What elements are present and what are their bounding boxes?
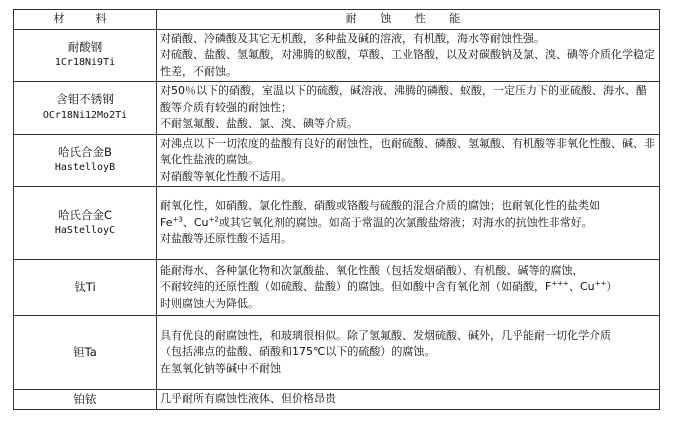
cu-symbol: Cu [193, 215, 209, 229]
material-cell [14, 29, 157, 82]
table-row [14, 390, 660, 410]
property-line: 不耐氢氟酸、盐酸、氯、溴、碘等介质。 [160, 117, 358, 130]
material-cell [14, 260, 157, 316]
property-cell [157, 29, 660, 82]
property-text: 不耐较纯的还原性酸（如硫酸、盐酸）的腐蚀。但如酸中含有氧化剂（如硝酸，F [160, 280, 552, 294]
table-row [14, 316, 660, 390]
material-name: 哈氏合金C [57, 207, 113, 222]
table-header-row [14, 10, 660, 30]
material-code: OCr18Ni12Mo2Ti [42, 109, 128, 121]
property-cell [157, 390, 660, 410]
material-name: 含钼不锈钢 [56, 92, 114, 107]
property-cell [157, 82, 660, 135]
f-charge: +++ [551, 279, 569, 288]
property-line: 能耐海水、各种氯化物和次氯酸盐、氧化性酸（包括发烟硝酸）、有机酸、碱等的腐蚀， [160, 263, 584, 277]
fe-symbol: Fe [160, 215, 173, 229]
property-cell [157, 187, 660, 260]
material-cell [14, 187, 157, 260]
property-line: 对50％以下的硝酸，室温以下的硫酸，碱溶液、沸腾的磷酸、蚁酸，一定压力下的亚硫酸、海水、醋酸等介质有较强的耐蚀性； [160, 84, 647, 114]
material-name: 耐酸钢 [67, 39, 103, 54]
property-line: 耐氧化性，如硝酸、氯化性酸、硝酸或铬酸与硫酸的混合介质的腐蚀；也耐氧化性的盐类如 [160, 199, 600, 213]
header-material: 材 料 [14, 10, 157, 30]
separator: 、 [568, 280, 580, 294]
property-line: 在氢氧化钠等碱中不耐蚀 [160, 361, 281, 375]
fe-charge: +3 [172, 215, 183, 224]
property-line: 对盐酸等还原性酸不适用。 [160, 232, 292, 246]
separator: 、 [182, 215, 194, 229]
material-name: 铂铱 [73, 392, 97, 406]
property-line [160, 215, 656, 232]
property-text: ） [606, 280, 618, 294]
cu-charge: +2 [208, 215, 219, 224]
material-name: 钛Ti [74, 280, 96, 295]
table-row [14, 82, 660, 135]
material-cell [14, 82, 157, 135]
property-line [160, 279, 656, 296]
header-property: 耐 蚀 性 能 [157, 10, 660, 30]
cu-symbol: Cu [579, 280, 595, 294]
property-line: 对沸点以下一切浓度的盐酸有良好的耐蚀性，也耐硫酸、磷酸、氢氟酸、有机酸等非氧化性酸、碱、非氧化性盐液的腐蚀。 [160, 136, 655, 166]
property-cell [157, 260, 660, 316]
material-cell [14, 390, 157, 410]
table-row [14, 187, 660, 260]
material-code: 1Cr18Ni9Ti [54, 57, 116, 69]
material-name: 哈氏合金B [58, 144, 112, 159]
material-name: 钽Ta [73, 345, 97, 360]
property-line: 对硫酸、盐酸、氢氟酸，对沸腾的蚁酸，草酸、工业铬酸，以及对碳酸钠及氯、溴、碘等介质化学稳定性差，不耐蚀。 [160, 48, 655, 78]
property-line: 时则腐蚀大为降低。 [160, 296, 259, 310]
cu-charge: ++ [594, 279, 607, 288]
property-cell [157, 316, 660, 390]
table-row [14, 260, 660, 316]
property-line: （包括沸点的盐酸、硝酸和175℃以下的硫酸）的腐蚀。 [160, 345, 436, 359]
material-cell [14, 316, 157, 390]
table-row [14, 134, 660, 187]
property-cell [157, 134, 660, 187]
property-text: 或其它氧化剂的腐蚀。如高于常温的次氯酸盐熔液；对海水的抗蚀性非常好。 [218, 215, 593, 229]
corrosion-table [13, 9, 660, 410]
property-line: 对硝酸、冷磷酸及其它无机酸，多种盐及碱的溶液，有机酸，海水等耐蚀性强。 [160, 31, 545, 45]
property-line: 几乎耐所有腐蚀性液体、但价格昂贵 [160, 392, 336, 405]
table-row [14, 29, 660, 82]
material-cell [14, 134, 157, 187]
property-line: 具有优良的耐腐蚀性，和玻璃很相似。除了氢氟酸、发烟硫酸、碱外，几乎能耐一切化学介质 [160, 328, 611, 342]
material-code: HastelloyB [54, 162, 116, 174]
property-line: 对硝酸等氧化性酸不适用。 [160, 169, 292, 183]
material-code: HaStelloyC [54, 225, 116, 236]
